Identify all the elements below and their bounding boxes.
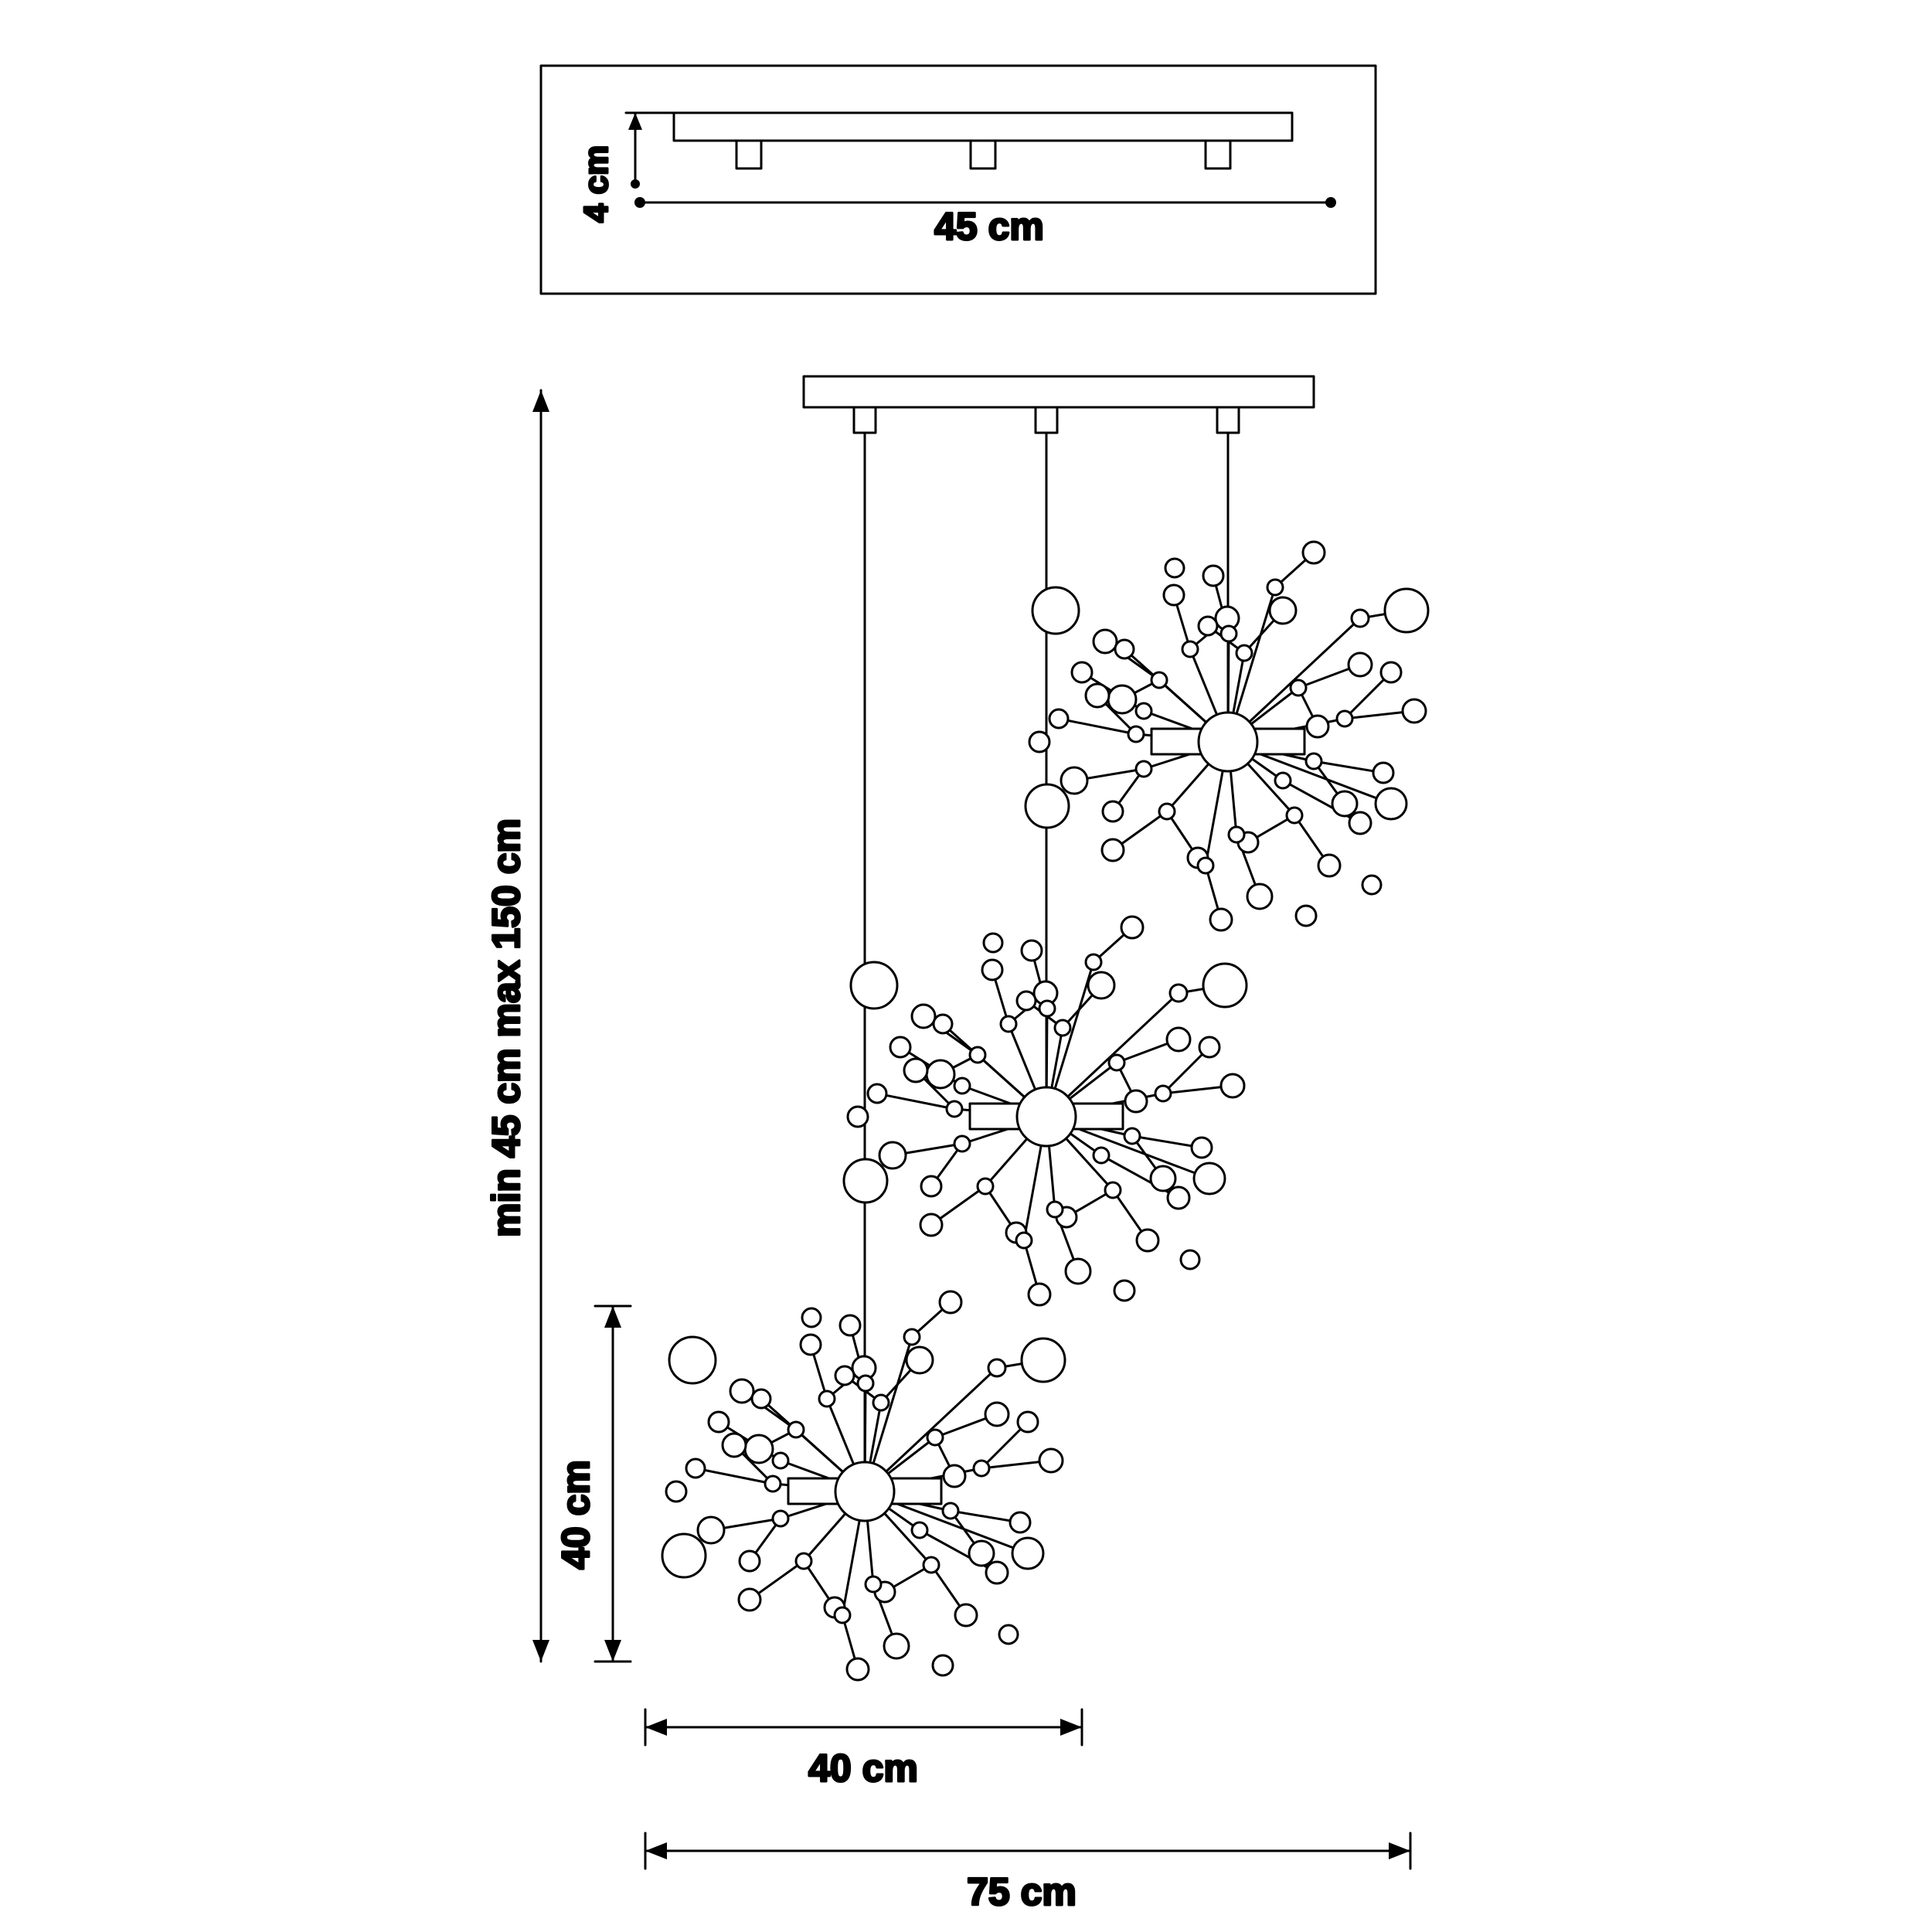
label-shade-height: 40 cm (554, 1460, 597, 1570)
label-overall-width: 75 cm (967, 1870, 1077, 1913)
dim-drop-height (532, 390, 549, 1662)
dim-overall-width (645, 1833, 1410, 1869)
top-view-frame (541, 66, 1376, 294)
label-shade-width: 40 cm (808, 1747, 918, 1790)
label-drop-height: min 45 cm max 150 cm (485, 818, 528, 1237)
main-ceiling-plate (804, 376, 1314, 433)
label-plate-height: 4 cm (577, 145, 615, 223)
dim-shade-height (595, 1306, 631, 1662)
dim-shade-width (645, 1709, 1082, 1745)
label-plate-width: 45 cm (934, 205, 1044, 248)
